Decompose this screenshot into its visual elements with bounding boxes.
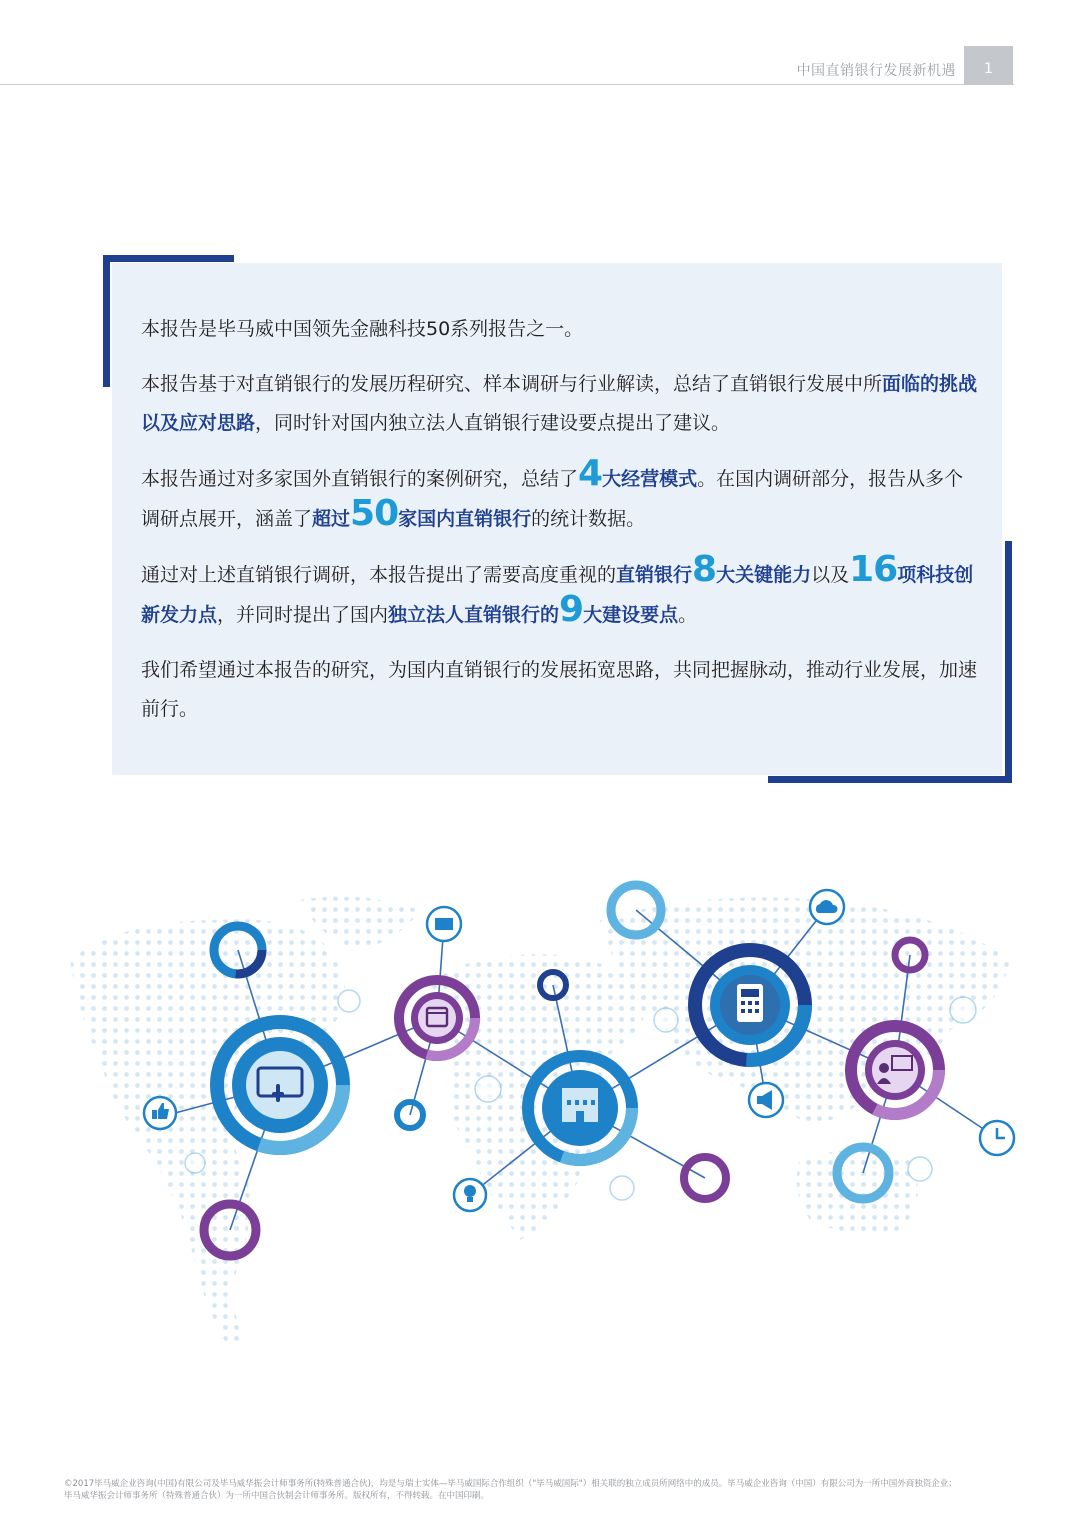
card-icon [610,1176,634,1200]
chart-icon [338,990,360,1012]
mail-icon [427,907,461,941]
p3-highlight-2b: 家国内直销银行 [398,508,532,530]
footer-line-2: 毕马威华振会计师事务所（特殊普通合伙）为一所中国合伙制会计师事务所。版权所有，不得转载。在中国印刷。 [64,1491,490,1501]
lightbulb-icon [454,1179,486,1211]
certificate-icon [950,997,976,1023]
p3-text-b: 。在国内调研部分，报告从多个调研点展开，涵盖了 [141,468,964,530]
p4-highlight-2: 项科技创新发力点 [141,564,974,626]
finance-icon [908,1157,932,1181]
bracket-top-left-horizontal [103,255,234,262]
intro-paragraph-1 [141,310,981,349]
p3-text-a: 本报告通过对多家国外直销银行的案例研究，总结了 [141,468,579,490]
p4-text-d: 。 [678,604,698,626]
p4-highlight-3a: 独立法人直销银行的 [388,604,560,626]
p4-number-16: 16 [849,549,898,590]
p4-highlight-1b: 大关键能力 [716,564,812,586]
p2-text-a: 本报告基于对直销银行的发展历程研究、样本调研与行业解读，总结了直销银行发展中所 [141,373,883,395]
p1-text: 本报告是毕马威中国领先金融科技50系列报告之一。 [141,318,584,340]
bracket-bottom-right-horizontal [768,776,1012,783]
p3-number-4: 4 [578,453,603,494]
world-network-illustration [0,860,1080,1380]
p4-text-b: 以及 [811,564,850,586]
money-icon [185,1153,205,1173]
thumbs-up-icon [144,1097,176,1129]
world-map-dots [70,897,1010,1350]
pos-terminal-icon [737,984,763,1022]
page-number: 1 [964,46,1013,85]
p2-text-b: ，同时针对国内独立法人直销银行建设要点提出了建议。 [255,412,731,434]
p3-number-50: 50 [350,493,399,534]
p4-highlight-3b: 大建设要点 [583,604,679,626]
touch-screen-hub [217,1022,343,1148]
intro-paragraph-5 [141,651,981,729]
footer-line-1: ©2017毕马威企业咨询(中国)有限公司及毕马威华振会计师事务所(特殊普通合伙)，均是与瑞士实体—毕马威国际合作组织（"毕马威国际"）相关联的独立成员所网络中的成员。毕马威企业咨询（中国）有限公司为一所中国外商独资企业； [64,1479,957,1489]
intro-paragraph-2 [141,365,981,443]
footer-legal [64,1478,1024,1502]
intro-text [141,310,981,745]
intro-paragraph-3 [141,453,981,539]
intro-paragraph-4 [141,549,981,635]
p4-number-9: 9 [559,589,584,630]
p3-text-c: 的统计数据。 [531,508,646,530]
p5-text: 我们希望通过本报告的研究，为国内直销银行的发展拓宽思路，共同把握脉动，推动行业发展，加速前行。 [141,659,978,720]
header-divider [0,84,1014,85]
megaphone-icon [749,1083,783,1117]
p4-highlight-1a: 直销银行 [616,564,693,586]
cloud-icon [810,890,844,924]
p2-highlight: 面临的挑战以及应对思路 [141,373,978,434]
bracket-top-left-vertical [103,255,110,387]
pos-terminal-hub [695,950,805,1060]
bracket-bottom-right-vertical [1005,541,1012,783]
header-title: 中国直销银行发展新机遇 [796,63,956,79]
p3-highlight-1: 大经营模式 [602,468,698,490]
people-icon [475,1076,501,1102]
clock-icon [980,1121,1014,1155]
bank-building-hub [528,1056,632,1160]
bank-building-icon [562,1088,598,1122]
p4-text-c: ，并同时提出了国内 [217,604,389,626]
mobile-payment-icon [654,1008,678,1032]
p4-text-a: 通过对上述直销银行调研，本报告提出了需要高度重视的 [141,564,617,586]
network-svg [0,860,1080,1380]
p3-highlight-2a: 超过 [312,508,351,530]
p4-number-8: 8 [692,549,717,590]
